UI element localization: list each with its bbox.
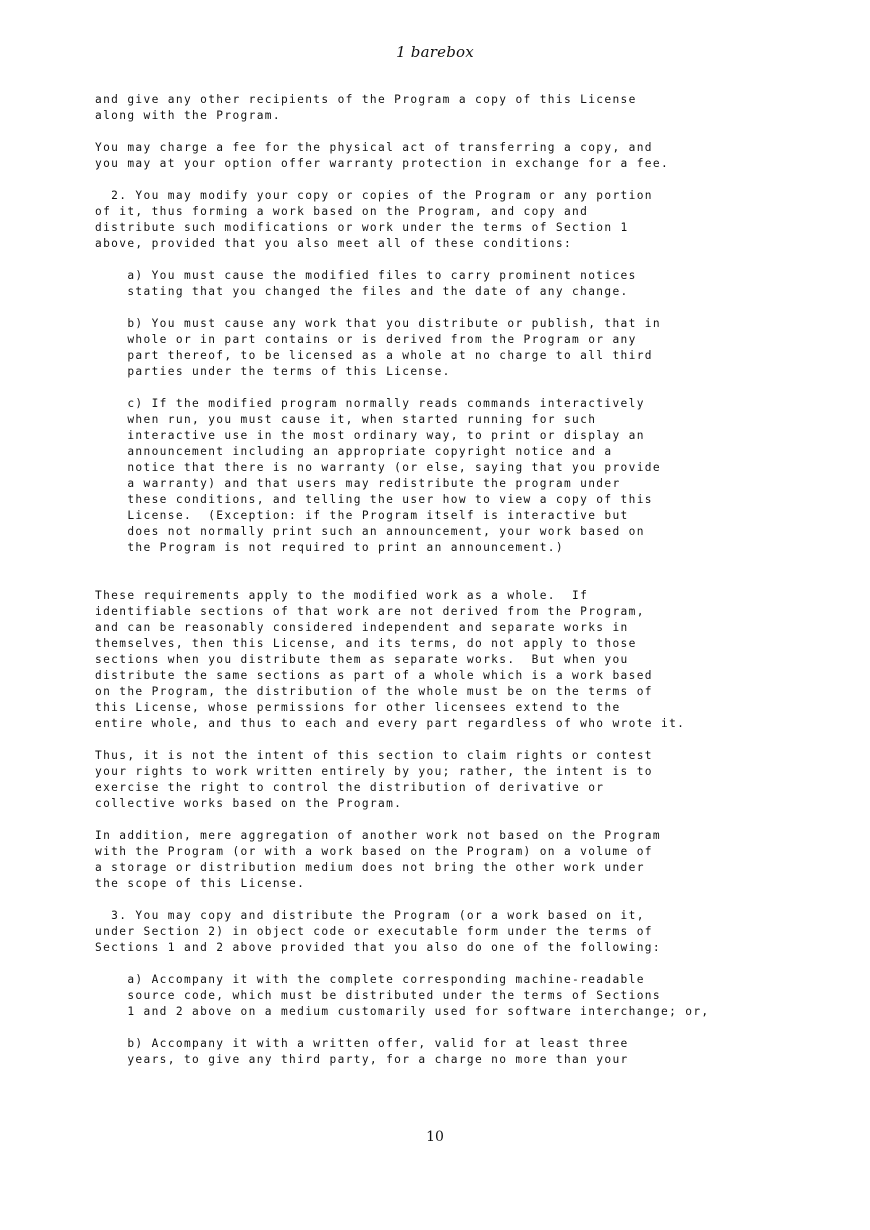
text-line: stating that you changed the files and the date of any change. <box>95 285 629 298</box>
text-line: You may charge a fee for the physical act of transferring a copy, and <box>95 141 653 154</box>
text-line: b) You must cause any work that you distribute or publish, that in <box>95 317 661 330</box>
text-line <box>95 252 815 268</box>
text-line: a) You must cause the modified files to carry prominent notices <box>95 269 637 282</box>
license-text-body <box>95 92 815 1068</box>
text-line: 3. You may copy and distribute the Program (or a work based on it, <box>95 909 645 922</box>
text-line: above, provided that you also meet all of these conditions: <box>95 237 573 250</box>
text-line: this License, whose permissions for other licensees extend to the <box>95 701 621 714</box>
text-line <box>95 380 815 396</box>
text-line: with the Program (or with a work based on the Program) on a volume of <box>95 845 653 858</box>
text-line: License. (Exception: if the Program itself is interactive but <box>95 509 629 522</box>
text-line: 2. You may modify your copy or copies of the Program or any portion <box>95 189 653 202</box>
text-line: on the Program, the distribution of the whole must be on the terms of <box>95 685 653 698</box>
text-line: sections when you distribute them as separate works. But when you <box>95 653 629 666</box>
text-line: announcement including an appropriate copyright notice and a <box>95 445 613 458</box>
text-line: These requirements apply to the modified work as a whole. If <box>95 589 589 602</box>
text-line: your rights to work written entirely by you; rather, the intent is to <box>95 765 653 778</box>
text-line: distribute the same sections as part of a whole which is a work based <box>95 669 653 682</box>
text-line: you may at your option offer warranty protection in exchange for a fee. <box>95 157 670 170</box>
text-line: does not normally print such an announcement, your work based on <box>95 525 645 538</box>
running-header: 1 barebox <box>396 43 474 61</box>
text-line: distribute such modifications or work under the terms of Section 1 <box>95 221 629 234</box>
text-line <box>95 732 815 748</box>
text-line: a warranty) and that users may redistribute the program under <box>95 477 621 490</box>
text-line <box>95 1020 815 1036</box>
text-line <box>95 300 815 316</box>
text-line <box>95 956 815 972</box>
text-line: these conditions, and telling the user how to view a copy of this <box>95 493 653 506</box>
text-line: and can be reasonably considered independent and separate works in <box>95 621 629 634</box>
text-line: a) Accompany it with the complete corresponding machine-readable <box>95 973 645 986</box>
text-line: the Program is not required to print an announcement.) <box>95 541 564 554</box>
text-line: of it, thus forming a work based on the Program, and copy and <box>95 205 589 218</box>
text-line <box>95 124 815 140</box>
text-line: identifiable sections of that work are not derived from the Program, <box>95 605 645 618</box>
text-line: whole or in part contains or is derived from the Program or any <box>95 333 637 346</box>
page-number: 10 <box>426 1129 444 1145</box>
text-line <box>95 892 815 908</box>
text-line: interactive use in the most ordinary way, to print or display an <box>95 429 645 442</box>
text-line: when run, you must cause it, when started running for such <box>95 413 597 426</box>
text-line: Sections 1 and 2 above provided that you also do one of the following: <box>95 941 661 954</box>
text-line: and give any other recipients of the Program a copy of this License <box>95 93 637 106</box>
text-line: collective works based on the Program. <box>95 797 403 810</box>
text-line: source code, which must be distributed under the terms of Sections <box>95 989 661 1002</box>
text-line: the scope of this License. <box>95 877 306 890</box>
text-line: years, to give any third party, for a charge no more than your <box>95 1053 629 1066</box>
text-line: 1 and 2 above on a medium customarily used for software interchange; or, <box>95 1005 710 1018</box>
text-line: In addition, mere aggregation of another work not based on the Program <box>95 829 661 842</box>
text-line <box>95 812 815 828</box>
text-line: entire whole, and thus to each and every part regardless of who wrote it. <box>95 717 686 730</box>
text-line: under Section 2) in object code or executable form under the terms of <box>95 925 653 938</box>
text-line: a storage or distribution medium does not bring the other work under <box>95 861 645 874</box>
text-line: c) If the modified program normally reads commands interactively <box>95 397 645 410</box>
text-line: part thereof, to be licensed as a whole at no charge to all third <box>95 349 653 362</box>
text-line: notice that there is no warranty (or else, saying that you provide <box>95 461 661 474</box>
text-line: exercise the right to control the distribution of derivative or <box>95 781 605 794</box>
text-line <box>95 172 815 188</box>
text-line: Thus, it is not the intent of this section to claim rights or contest <box>95 749 653 762</box>
text-line <box>95 556 815 572</box>
text-line: along with the Program. <box>95 109 281 122</box>
text-line <box>95 572 815 588</box>
text-line: parties under the terms of this License. <box>95 365 451 378</box>
text-line: b) Accompany it with a written offer, valid for at least three <box>95 1037 629 1050</box>
text-line: themselves, then this License, and its terms, do not apply to those <box>95 637 637 650</box>
